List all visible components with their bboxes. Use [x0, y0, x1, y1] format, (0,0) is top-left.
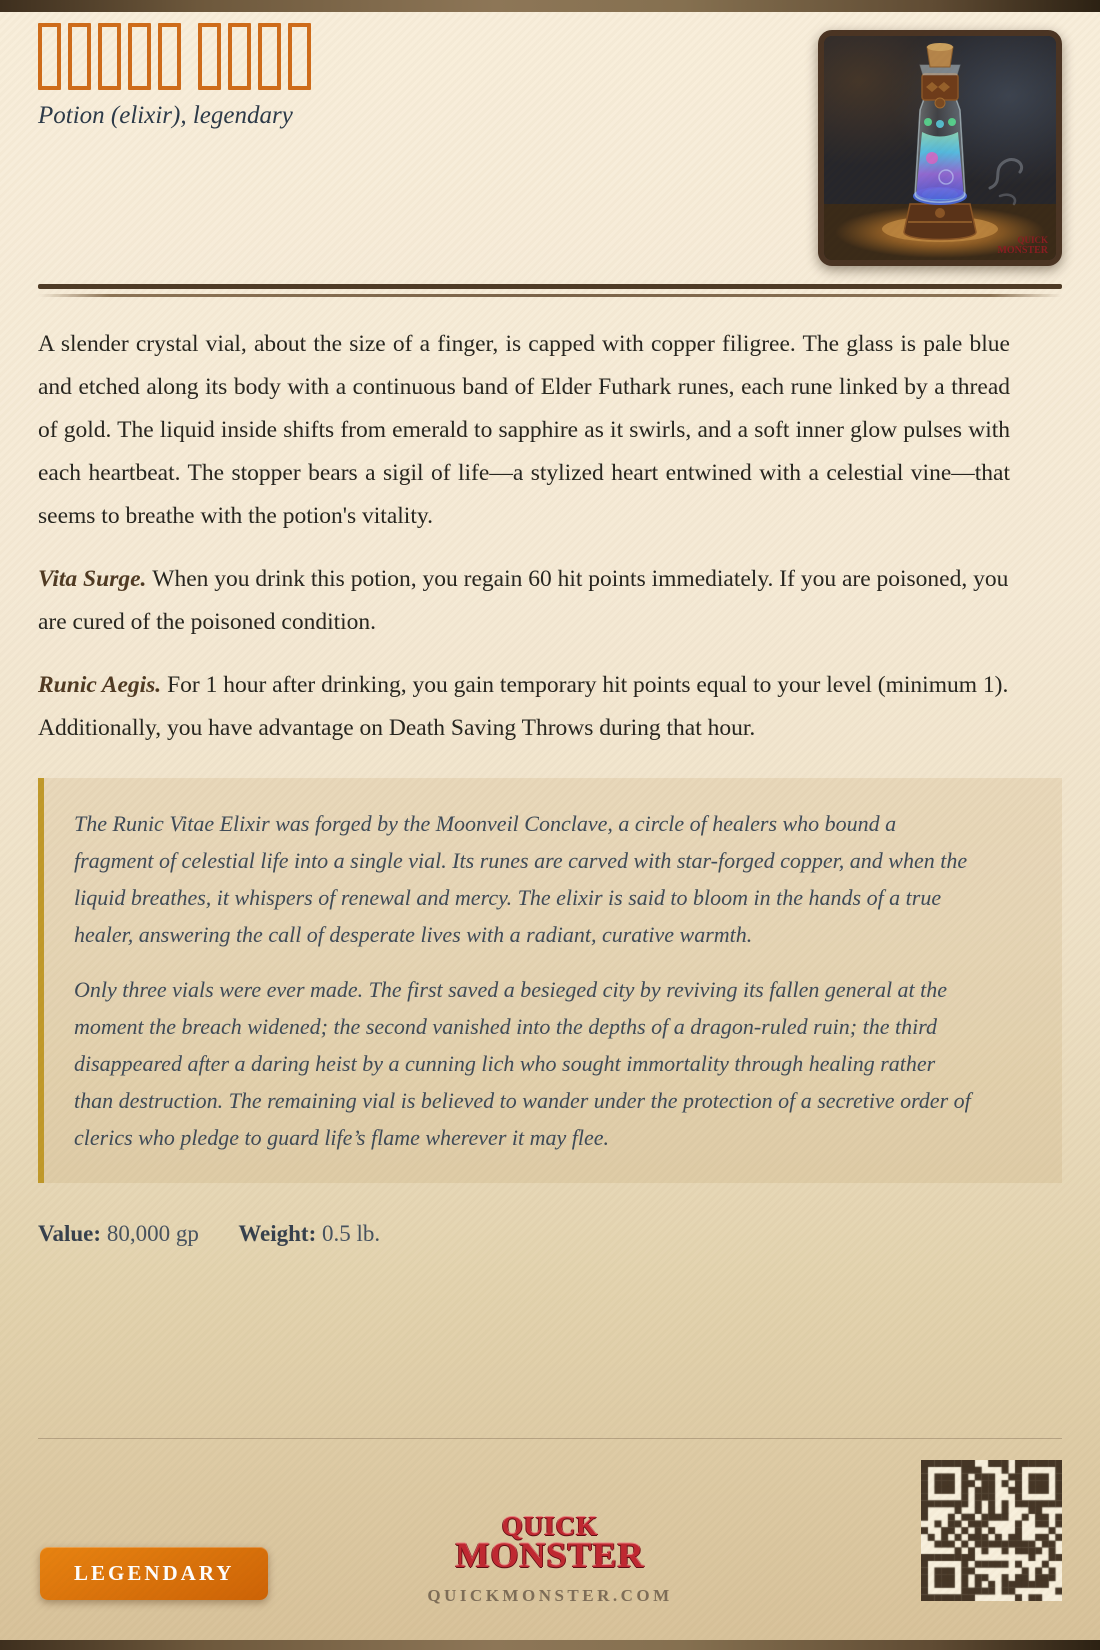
properties: [38, 558, 1010, 750]
item-subtitle: Potion (elixir), legendary: [38, 102, 293, 129]
rune-glyph: [98, 23, 121, 90]
brand-logo: [427, 1511, 672, 1606]
artwork-frame: [818, 30, 1062, 266]
header: [38, 0, 1062, 284]
item-description: A slender crystal vial, about the size of a finger, is capped with copper filigree. The glass is pale blue and etched along its body with a continuous band of Elder Futhark runes, each rune linked by a thread of gold. The liquid inside shifts from emerald to sapphire as it swirls, and a soft inner glow pulses with each heartbeat. The stopper bears a sigil of life—a stylized heart entwined with a celestial vine—that seems to breathe with the potion's vitality.: [38, 331, 1010, 529]
rarity-badge[interactable]: LEGENDARY: [40, 1547, 268, 1600]
value-label: Value:: [38, 1221, 102, 1246]
property-name: Runic Aegis.: [38, 672, 168, 698]
site-url: QUICKMONSTER.COM: [427, 1586, 673, 1605]
logo-word-monster: MONSTER: [455, 1535, 645, 1575]
header-divider-thick: [38, 284, 1062, 289]
weight-amount: 0.5 lb.: [322, 1221, 381, 1246]
rune-glyph: [258, 23, 281, 90]
logo-word-quick: QUICK: [501, 1511, 599, 1541]
footer: [38, 1438, 1062, 1640]
value-amount: 80,000 gp: [106, 1221, 199, 1246]
property-paragraph: Vita Surge. When you drink this potion, you regain 60 hit points immediately. If you are poisoned, you are cured of the poisoned condition.: [38, 566, 1009, 635]
potion-bottle-artwork: [824, 36, 1056, 260]
top-border-bar: [0, 0, 1100, 12]
rune-glyph: [128, 23, 151, 90]
property-paragraph: Runic Aegis. For 1 hour after drinking, you gain temporary hit points equal to your level (minimum 1). Additionally, you have advantage on Death Saving Throws during that hour.: [38, 672, 1009, 741]
rune-glyph: [288, 23, 311, 90]
body-text-column: [38, 323, 1062, 750]
lore-box: [38, 778, 1062, 1183]
lore-paragraph: Only three vials were ever made. The first saved a besieged city by reviving its fallen general at the moment the breach widened; the second vanished into the depths of a dragon-ruled ruin; the third disappeared after a daring heist by a cunning lich who sought immortality through healing rather than destruction. The remaining vial is believed to wander under the protection of a secretive order of clerics who pledge to guard life’s flame wherever it may flee.: [74, 977, 971, 1150]
artwork-watermark-line1: QUICK: [1017, 235, 1048, 245]
property-name: Vita Surge.: [38, 566, 153, 592]
rune-glyph: [38, 23, 61, 90]
stats-row: [38, 1221, 1062, 1247]
bottom-border-bar: [0, 1640, 1100, 1650]
weight-label: Weight:: [238, 1221, 317, 1246]
lore-paragraph: The Runic Vitae Elixir was forged by the Moonveil Conclave, a circle of healers who bound a fragment of celestial life into a single vial. Its runes are carved with star-forged copper, and when the liquid breathes, it whispers of renewal and mercy. The elixir is said to bloom in the hands of a true healer, answering the call of desperate lives with a radiant, curative warmth.: [74, 811, 968, 947]
rune-glyph: [158, 23, 181, 90]
rune-glyph: [68, 23, 91, 90]
rune-glyph: [228, 23, 251, 90]
qr-code: [921, 1460, 1062, 1601]
header-divider-gradient: [38, 294, 1062, 297]
rune-glyph: [198, 23, 221, 90]
artwork-watermark-line2: MONSTER: [997, 245, 1048, 256]
